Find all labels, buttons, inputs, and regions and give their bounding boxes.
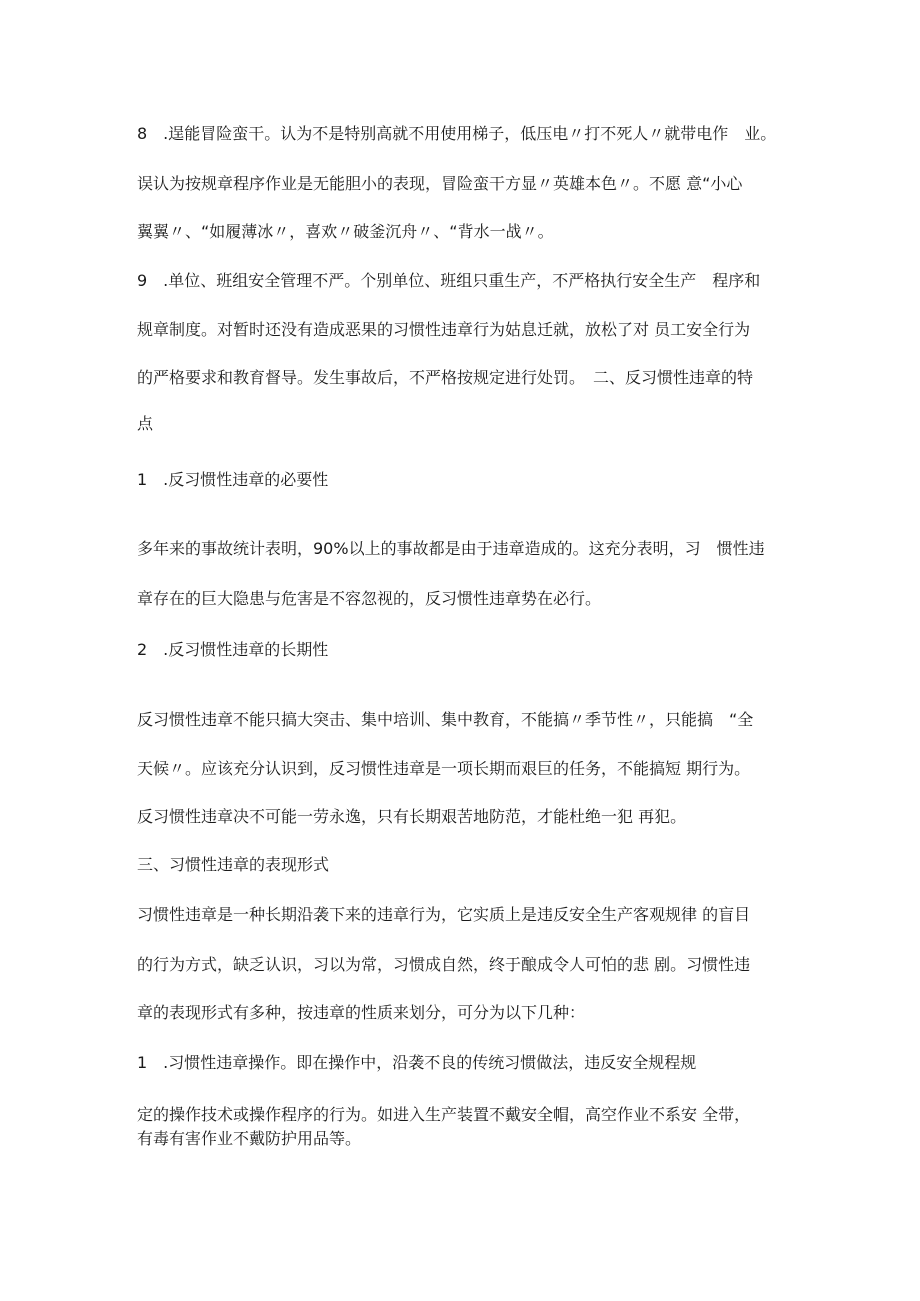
list-heading: 1 .反习惯性违章的必要性 (137, 470, 329, 489)
list-heading: 1 .习惯性违章操作。即在操作中，沿袭不良的传统习惯做法，违反安全规程规 (137, 1053, 697, 1072)
text-line: 点 (137, 414, 154, 433)
text-line: 天候〃。应该充分认识到，反习惯性违章是一项长期而艰巨的任务，不能搞短 期行为。 (137, 759, 751, 778)
list-heading: 2 .反习惯性违章的长期性 (137, 640, 329, 659)
text-line: 反习惯性违章不能只搞大突击、集中培训、集中教育，不能搞〃季节性〃，只能搞 “全 (137, 710, 754, 729)
text-line: 定的操作技术或操作程序的行为。如进入生产装置不戴安全帽，高空作业不系安 全带， (137, 1105, 751, 1124)
text-line: 的行为方式，缺乏认识，习以为常，习惯成自然，终于酿成令人可怕的悲 剧。习惯性违 (137, 955, 751, 974)
text-line: 8 .逞能冒险蛮干。认为不是特别高就不用使用梯子，低压电〃打不死人〃就带电作 业。 (137, 124, 777, 143)
text-line: 章的表现形式有多种，按违章的性质来划分，可分为以下几种： (137, 1003, 586, 1022)
text-line: 翼翼〃、“如履薄冰〃，喜欢〃破釜沉舟〃、“背水一战〃。 (137, 222, 554, 241)
text-line: 9 .单位、班组安全管理不严。个别单位、班组只重生产，不严格执行安全生产 程序和 (137, 271, 761, 290)
text-line: 规章制度。对暂时还没有造成恶果的习惯性违章行为姑息迁就，放松了对 员工安全行为 (137, 320, 751, 339)
text-line: 误认为按规章程序作业是无能胆小的表现，冒险蛮干方显〃英雄本色〃。不愿 意“小心 (137, 174, 743, 193)
text-line: 习惯性违章是一种长期沿袭下来的违章行为，它实质上是违反安全生产客观规律 的盲目 (137, 905, 751, 924)
section-heading: 三、习惯性违章的表现形式 (137, 855, 330, 874)
text-line: 的严格要求和教育督导。发生事故后，不严格按规定进行处罚。 二、反习惯性违章的特 (137, 368, 754, 387)
text-line: 有毒有害作业不戴防护用品等。 (137, 1129, 362, 1148)
text-line: 反习惯性违章决不可能一劳永逸，只有长期艰苦地防范，才能杜绝一犯 再犯。 (137, 807, 687, 826)
text-line: 多年来的事故统计表明，90%以上的事故都是由于违章造成的。这充分表明，习 惯性违 (137, 539, 765, 558)
text-line: 章存在的巨大隐患与危害是不容忽视的，反习惯性违章势在必行。 (137, 589, 602, 608)
